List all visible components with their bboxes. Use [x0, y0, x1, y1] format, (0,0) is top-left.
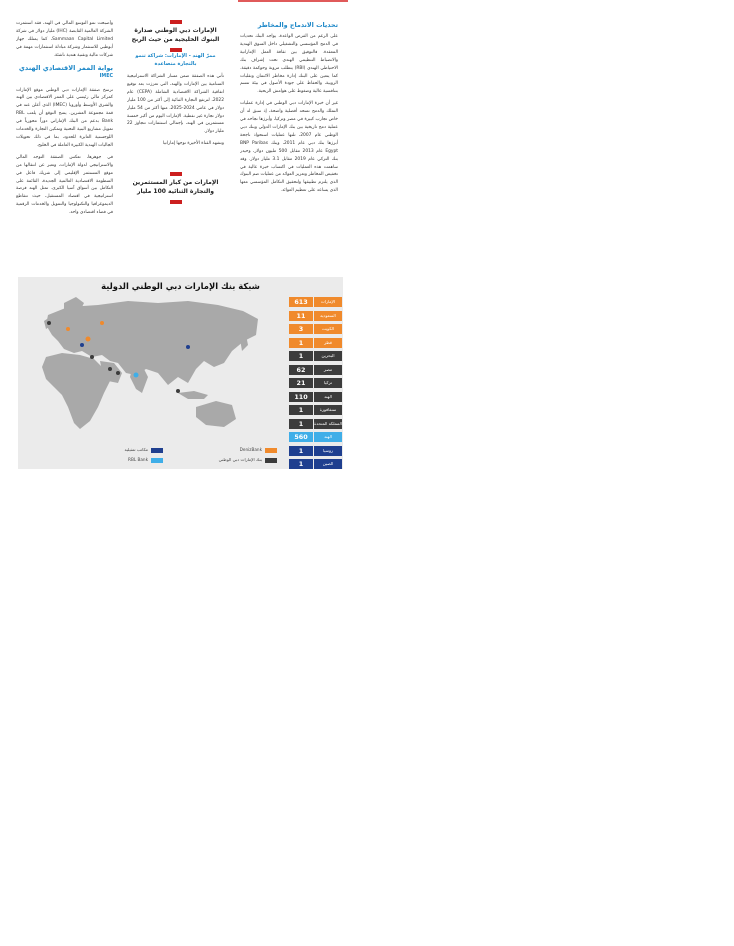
left-paragraph-2: ترسخ صفقة الإمارات دبي الوطني موقع الإمارات كمركز مالي رئيسي على الممر الاقتصادي بين الهند والشرق الأوسط وأوروبا (IMEC) الذي أعلن عنه في قمة مجموعة العشرين. يمنح التوقع أن يلعب RBL Bank بدعم من البنك الإماراتي دوراً محورياً في تمويل مشاريع البنية التحتية وتمكين التجارة والخدمات اللوجستية العابرة للحدود، بما في ذلك تحويلات الجاليات الهندية الكبيرة العاملة في الخليج.	[16, 87, 113, 148]
middle-paragraph-2: وتشهد القناة الأخيرة توجها إماراتيا	[162, 141, 224, 147]
legend-swatch-navy	[151, 448, 163, 453]
country-name: روسيا	[314, 446, 342, 456]
marker-india	[134, 373, 139, 378]
country-row	[264, 390, 342, 404]
marker-china	[186, 345, 190, 349]
marker-turkey	[86, 337, 91, 342]
branch-count: 110	[289, 392, 313, 402]
middle-column	[127, 20, 224, 276]
branch-count: 3	[289, 324, 313, 334]
australia-landmass	[196, 401, 236, 427]
legend-swatch-blue	[151, 458, 163, 463]
country-name: مصر	[314, 365, 342, 375]
branch-count: 560	[289, 432, 313, 442]
legend-label: RBL Bank	[128, 457, 148, 462]
red-square-marker	[170, 172, 182, 176]
marker-egypt	[90, 355, 94, 359]
red-square-marker	[170, 20, 182, 24]
country-row	[264, 349, 342, 363]
right-paragraph-1: على الرغم من الفرص الواعدة، يواجه البنك تحديات في الدمج المؤسسي والتشغيلي داخل السوق الهندية المعقدة. فالتوفيق بين ثقافة العمل الإماراتية والانضباط التنظيمي الهندي تحت إشراف بنك الاحتياطي الهندي (RBI) يتطلب مرونة وحوكمة دقيقة. كما يتعين على البنك إدارة مخاطر الائتمان وتقلبات الروبية، والحفاظ على جودة الأصول في بيئة تتسم بتنافسية عالية وضغوط على هوامش الربحية.	[240, 34, 338, 95]
marker-uk	[47, 321, 51, 325]
country-name: الصين	[314, 459, 342, 469]
left-column	[16, 20, 113, 276]
legend-label: بنك الإمارات دبي الوطني	[218, 457, 262, 462]
legend-item-rep-offices	[125, 447, 163, 453]
left-paragraph-1: وأصبحت نمو التوسع المالي في الهند، فقد استثمرت الشركة العالمية القابضة (IHC) مليار دولار في شركة Sammaan Capital Limited، كما يمتلك جهاز أبوظبي للاستثمار وشركة مبادلة استثمارات مهمة في شركات مالية وتقنية هندية ناشئة.	[16, 21, 113, 58]
legend-swatch-orange	[265, 448, 277, 453]
country-name: الهند	[314, 392, 342, 402]
country-row	[264, 336, 342, 350]
section-heading-imec: بوابة الممر الاقتصادي الهندي	[18, 63, 113, 72]
left-paragraph-3: في جوهرها، تعكس الصفقة التوجه المالي والاستراتيجي لدولة الإمارات، وتعبر عن انتقالها من موقع المستثمر الإقليمي إلى شريك فاعل في المنظومة الاقتصادية العالمية الجديدة، القائمة على التكامل بين أسواق آسيا الكبرى. تمثل الهند فرصة استراتيجية في اقتصاد المستقبل، حيث تتقاطع الديموغرافيا والتكنولوجيا والتمويل والخدمات الرقمية في فضاء اقتصادي واحد.	[16, 154, 113, 216]
country-name: السعودية	[314, 311, 342, 321]
box-title-investors: الإمارات من كبار المستثمرين والتجارة الثنائية 100 مليار	[132, 179, 219, 196]
branch-count: 1	[289, 419, 313, 429]
infographic-title: شبكة بنك الإمارات دبي الوطني الدولية	[101, 281, 260, 291]
marker-uae	[116, 371, 120, 375]
branch-count: 62	[289, 365, 313, 375]
country-name: الهند	[314, 432, 342, 442]
india-landmass	[130, 369, 148, 393]
country-name: تركيا	[314, 378, 342, 388]
middle-paragraph-1: تأتي هذه الصفقة ضمن مسار الشراكة الاستراتيجية المتنامية بين الإمارات والهند، التي تعززت بعد توقيع اتفاقية الشراكة الاقتصادية الشاملة (CEPA) عام 2022، لترتفع التجارة الثنائية إلى أكثر من 100 مليار دولار في عامي 2024-2025، منها أكثر من 54 مليار دولار تجارة غير نفطية. الإمارات اليوم من أكبر خمسة مستثمرين في الهند، بإجمالي استثمارات تتجاوز 22 مليار دولار.	[127, 74, 224, 135]
country-name: الإمارات	[314, 297, 342, 307]
box-title-profit: الإمارات دبي الوطني صدارة البنوك الخليجية من حيث الربح	[131, 27, 220, 43]
country-row	[264, 363, 342, 377]
right-column	[240, 20, 338, 276]
country-name: سنغافورة	[314, 405, 342, 415]
marker-singapore	[176, 389, 180, 393]
world-map	[18, 295, 264, 441]
country-name: المملكة المتحدة	[314, 419, 342, 429]
country-row	[264, 376, 342, 390]
branch-count: 1	[289, 405, 313, 415]
country-row	[264, 403, 342, 417]
map-legend	[18, 443, 343, 465]
country-row	[264, 322, 342, 336]
legend-item-emiratesnbd	[219, 457, 277, 463]
legend-swatch-dark	[265, 458, 277, 463]
marker-saudi	[108, 367, 112, 371]
country-row	[264, 430, 342, 444]
legend-label: مكاتب تمثيلية	[124, 447, 148, 452]
indonesia-landmass	[178, 391, 208, 399]
country-name: قطر	[314, 338, 342, 348]
branch-count: 1	[289, 338, 313, 348]
branch-count: 1	[289, 351, 313, 361]
marker-bahrain	[80, 343, 84, 347]
legend-item-rblbank	[128, 457, 163, 463]
red-square-marker	[170, 200, 182, 204]
top-accent-line	[238, 0, 348, 2]
branch-count: 11	[289, 311, 313, 321]
branch-count: 1	[289, 446, 313, 456]
legend-label: DenizBank	[239, 447, 262, 452]
marker-russia	[100, 321, 104, 325]
network-infographic	[18, 277, 343, 469]
box-subtitle-corridor: ممرّ الهند - الإمارات: شراكة تنمو بالتجارة متصاعدة	[135, 53, 216, 67]
country-row	[264, 417, 342, 431]
legend-item-denizbank	[240, 447, 277, 453]
country-row	[264, 309, 342, 323]
country-row	[264, 295, 342, 309]
branch-count: 1	[289, 459, 313, 469]
africa-landmass	[42, 353, 110, 429]
marker-austria	[66, 327, 70, 331]
country-name: البحرين	[314, 351, 342, 361]
section-heading-challenges: تحديات الاندماج والمخاطر	[257, 21, 338, 29]
branch-count: 21	[289, 378, 313, 388]
section-subheading-imec: IMEC	[99, 73, 113, 79]
branch-count: 613	[289, 297, 313, 307]
country-name: الكويت	[314, 324, 342, 334]
right-paragraph-2: غير أن خبرة الإمارات دبي الوطني في إدارة عمليات التملك والدمج تمنحه أفضلية واضحة، إذ سبق له أن خاض تجارب كبيرة في مصر وتركيا، وأبرزها نجاحه في عملية دمج تاريخية بين بنك الإمارات الدولي وبنك دبي الوطني عام 2007، تلتها عمليات استحواذ ناجحة أبرزها بنك دبي عام 2011، وبنك BNP Paribas Egypt عام 2013 مقابل 500 مليون دولار، وحيدر بنك التركي عام 2019 مقابل 3.1 مليار دولار. وقد ساهمت هذه العمليات في اكتساب خبرة عالية في تخفيض المخاطر وتعزيز العوائد من عمليات ضم البنوك الذي يلتزم تطبيقها ولتحقيق التكامل المؤسسي معها الذي يساعد على تعظيم العوائد.	[240, 101, 338, 194]
